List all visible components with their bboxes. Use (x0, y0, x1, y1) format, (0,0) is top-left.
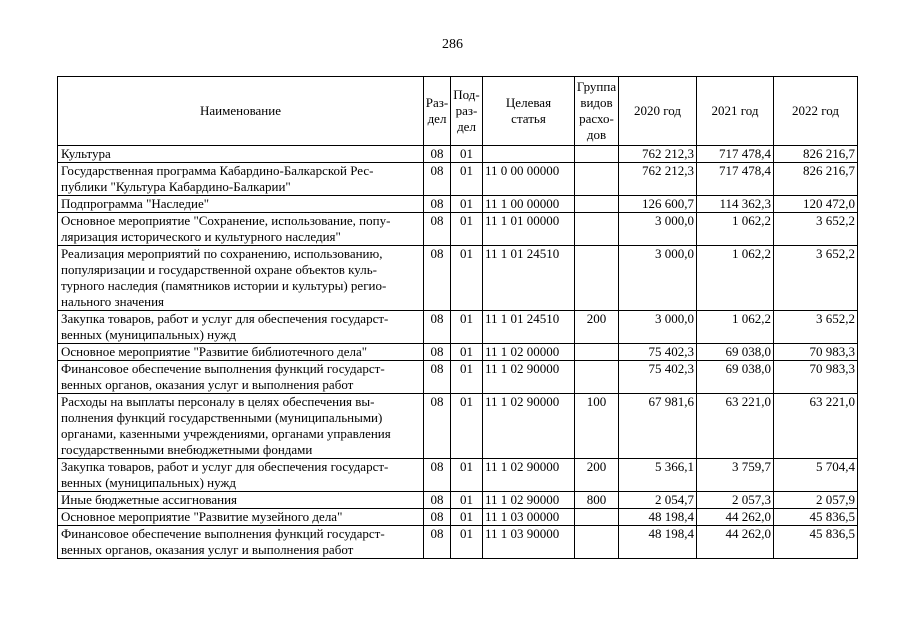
cell-target: 11 0 00 00000 (483, 163, 575, 196)
header-razdel-text: Раз- дел (425, 95, 449, 126)
header-2020: 2020 год (619, 77, 697, 146)
cell-2020: 3 000,0 (619, 311, 697, 344)
cell-name: Закупка товаров, работ и услуг для обеспечения государст- венных (муниципальных) нужд (58, 311, 424, 344)
cell-group (575, 344, 619, 361)
table-row (58, 311, 858, 344)
cell-razdel: 08 (424, 492, 451, 509)
cell-2021: 3 759,7 (697, 459, 774, 492)
cell-group: 200 (575, 459, 619, 492)
cell-podrazdel: 01 (451, 246, 483, 311)
cell-razdel: 08 (424, 246, 451, 311)
cell-2020: 48 198,4 (619, 509, 697, 526)
cell-target: 11 1 02 90000 (483, 361, 575, 394)
cell-2022: 3 652,2 (774, 213, 858, 246)
cell-podrazdel: 01 (451, 196, 483, 213)
cell-group: 200 (575, 311, 619, 344)
table-row (58, 509, 858, 526)
cell-2022: 3 652,2 (774, 311, 858, 344)
cell-2020: 762 212,3 (619, 146, 697, 163)
table-row (58, 213, 858, 246)
cell-name: Реализация мероприятий по сохранению, использованию, популяризации и государственной охране объектов куль- турного наследия (памятников истории и культуры) регио- нального значения (58, 246, 424, 311)
table-row (58, 492, 858, 509)
cell-group (575, 361, 619, 394)
header-2022: 2022 год (774, 77, 858, 146)
header-name: Наименование (58, 77, 424, 146)
cell-2021: 44 262,0 (697, 526, 774, 559)
cell-name: Подпрограмма "Наследие" (58, 196, 424, 213)
cell-razdel: 08 (424, 394, 451, 459)
cell-2022: 826 216,7 (774, 146, 858, 163)
cell-podrazdel: 01 (451, 509, 483, 526)
cell-2021: 717 478,4 (697, 163, 774, 196)
table-row (58, 196, 858, 213)
cell-name: Основное мероприятие "Развитие музейного дела" (58, 509, 424, 526)
cell-2022: 70 983,3 (774, 361, 858, 394)
cell-target: 11 1 01 00000 (483, 213, 575, 246)
cell-2021: 717 478,4 (697, 146, 774, 163)
cell-group (575, 509, 619, 526)
header-podrazdel-text: Под- раз- дел (453, 87, 480, 134)
budget-table (57, 76, 858, 559)
cell-2021: 1 062,2 (697, 246, 774, 311)
cell-2020: 48 198,4 (619, 526, 697, 559)
table-body (58, 146, 858, 559)
cell-target: 11 1 02 90000 (483, 394, 575, 459)
cell-2020: 75 402,3 (619, 344, 697, 361)
cell-2021: 114 362,3 (697, 196, 774, 213)
cell-podrazdel: 01 (451, 344, 483, 361)
cell-2021: 2 057,3 (697, 492, 774, 509)
header-row (58, 77, 858, 146)
cell-name: Основное мероприятие "Сохранение, использование, попу- ляризация исторического и культурного наследия" (58, 213, 424, 246)
header-target (483, 77, 575, 146)
cell-target: 11 1 02 00000 (483, 344, 575, 361)
header-target-text: Целевая статья (505, 95, 552, 126)
cell-2021: 69 038,0 (697, 344, 774, 361)
cell-2020: 762 212,3 (619, 163, 697, 196)
cell-group: 800 (575, 492, 619, 509)
cell-target: 11 1 01 24510 (483, 311, 575, 344)
cell-group (575, 213, 619, 246)
cell-razdel: 08 (424, 526, 451, 559)
cell-2022: 5 704,4 (774, 459, 858, 492)
header-razdel (424, 77, 451, 146)
table-row (58, 146, 858, 163)
cell-2021: 69 038,0 (697, 361, 774, 394)
cell-target: 11 1 02 90000 (483, 459, 575, 492)
cell-2020: 2 054,7 (619, 492, 697, 509)
cell-2022: 826 216,7 (774, 163, 858, 196)
cell-2020: 3 000,0 (619, 246, 697, 311)
cell-podrazdel: 01 (451, 163, 483, 196)
cell-razdel: 08 (424, 361, 451, 394)
cell-podrazdel: 01 (451, 311, 483, 344)
cell-group (575, 196, 619, 213)
cell-2021: 1 062,2 (697, 311, 774, 344)
cell-target: 11 1 00 00000 (483, 196, 575, 213)
cell-2021: 1 062,2 (697, 213, 774, 246)
cell-name: Закупка товаров, работ и услуг для обеспечения государст- венных (муниципальных) нужд (58, 459, 424, 492)
cell-group: 100 (575, 394, 619, 459)
cell-group (575, 246, 619, 311)
cell-razdel: 08 (424, 196, 451, 213)
cell-name: Финансовое обеспечение выполнения функций государст- венных органов, оказания услуг и выполнения работ (58, 526, 424, 559)
cell-2022: 120 472,0 (774, 196, 858, 213)
cell-2021: 44 262,0 (697, 509, 774, 526)
cell-name: Иные бюджетные ассигнования (58, 492, 424, 509)
cell-2020: 75 402,3 (619, 361, 697, 394)
table-row (58, 526, 858, 559)
cell-2020: 5 366,1 (619, 459, 697, 492)
cell-podrazdel: 01 (451, 459, 483, 492)
table-row (58, 344, 858, 361)
cell-target: 11 1 03 90000 (483, 526, 575, 559)
cell-podrazdel: 01 (451, 146, 483, 163)
cell-razdel: 08 (424, 344, 451, 361)
cell-2020: 3 000,0 (619, 213, 697, 246)
cell-group (575, 163, 619, 196)
cell-2022: 3 652,2 (774, 246, 858, 311)
header-2021: 2021 год (697, 77, 774, 146)
header-group (575, 77, 619, 146)
cell-name: Основное мероприятие "Развитие библиотечного дела" (58, 344, 424, 361)
table-row (58, 163, 858, 196)
cell-group (575, 146, 619, 163)
cell-2022: 45 836,5 (774, 526, 858, 559)
table-row (58, 394, 858, 459)
cell-group (575, 526, 619, 559)
cell-podrazdel: 01 (451, 361, 483, 394)
cell-razdel: 08 (424, 163, 451, 196)
header-group-text: Группа видов расхо- дов (576, 79, 617, 142)
header-podrazdel (451, 77, 483, 146)
cell-razdel: 08 (424, 213, 451, 246)
cell-podrazdel: 01 (451, 526, 483, 559)
cell-name: Финансовое обеспечение выполнения функций государст- венных органов, оказания услуг и выполнения работ (58, 361, 424, 394)
cell-2021: 63 221,0 (697, 394, 774, 459)
table-row (58, 246, 858, 311)
cell-target: 11 1 02 90000 (483, 492, 575, 509)
cell-razdel: 08 (424, 311, 451, 344)
cell-podrazdel: 01 (451, 394, 483, 459)
cell-2022: 63 221,0 (774, 394, 858, 459)
cell-name: Расходы на выплаты персоналу в целях обеспечения вы- полнения функций государственными (муниципальными) органами, казенными учреждениями, органами управления государственными внебюджетными фондами (58, 394, 424, 459)
cell-podrazdel: 01 (451, 213, 483, 246)
table-row (58, 459, 858, 492)
cell-target (483, 146, 575, 163)
cell-razdel: 08 (424, 509, 451, 526)
cell-razdel: 08 (424, 459, 451, 492)
cell-2022: 70 983,3 (774, 344, 858, 361)
table-row (58, 361, 858, 394)
cell-target: 11 1 03 00000 (483, 509, 575, 526)
cell-2022: 45 836,5 (774, 509, 858, 526)
cell-name: Культура (58, 146, 424, 163)
cell-podrazdel: 01 (451, 492, 483, 509)
cell-2020: 67 981,6 (619, 394, 697, 459)
cell-2022: 2 057,9 (774, 492, 858, 509)
cell-razdel: 08 (424, 146, 451, 163)
cell-target: 11 1 01 24510 (483, 246, 575, 311)
page-number: 286 (442, 37, 463, 52)
cell-name: Государственная программа Кабардино-Балкарской Рес- публики "Культура Кабардино-Балкарии" (58, 163, 424, 196)
cell-2020: 126 600,7 (619, 196, 697, 213)
